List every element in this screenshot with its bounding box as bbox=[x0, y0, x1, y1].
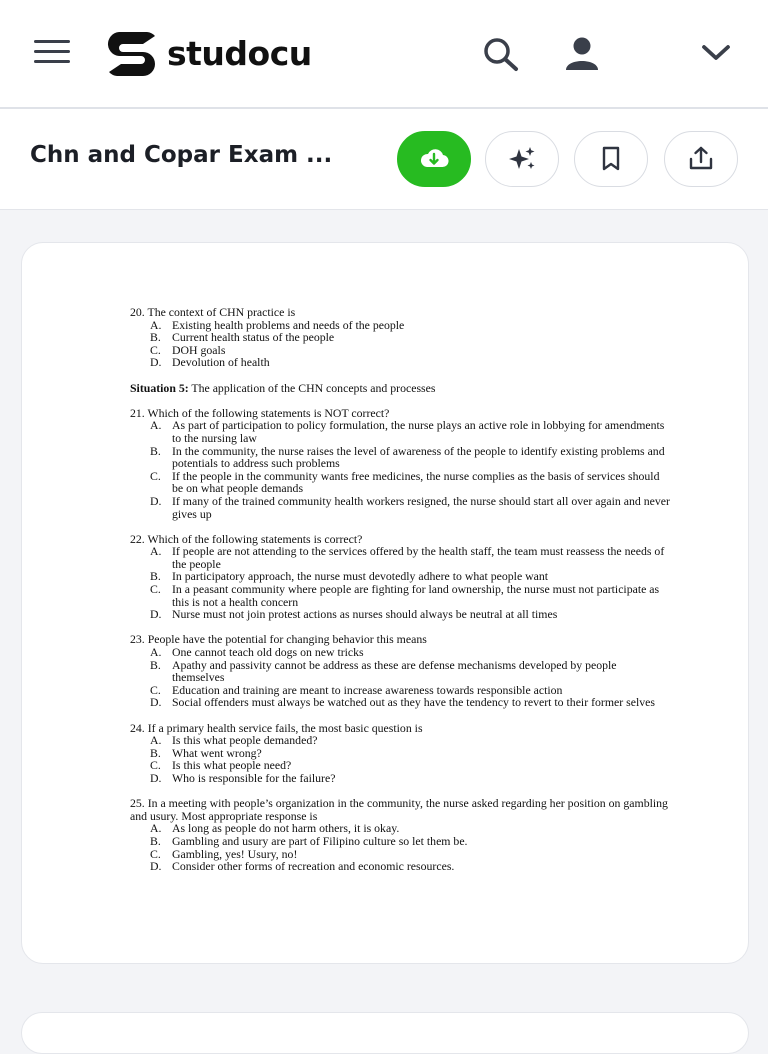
option-a: A. Existing health problems and needs of the people bbox=[150, 317, 405, 332]
option-a: A. Is this what people demanded? bbox=[150, 733, 318, 748]
option-b: B. Apathy and passivity cannot be address as these are defense mechanisms developed by people themselves bbox=[150, 657, 617, 685]
search-icon[interactable] bbox=[481, 36, 521, 72]
option-c: C. Gambling, yes! Usury, no! bbox=[150, 846, 298, 861]
question-24 bbox=[130, 722, 670, 785]
chevron-down-icon[interactable] bbox=[700, 42, 732, 64]
question-stem: 23. People have the potential for changing behavior this means bbox=[130, 632, 427, 647]
download-button[interactable] bbox=[397, 131, 471, 187]
question-stem: 24. If a primary health service fails, the most basic question is bbox=[130, 720, 423, 735]
option-b: B. In participatory approach, the nurse must devotedly adhere to what people want bbox=[150, 569, 549, 584]
option-a: A. As part of participation to policy formulation, the nurse plays an active role in lobbying for amendments to the nursing law bbox=[150, 418, 665, 445]
option-c: C. Is this what people need? bbox=[150, 758, 292, 773]
option-b: B. In the community, the nurse raises the level of awareness of the people to identify existing problems and potentials to address such problems bbox=[150, 443, 665, 471]
option-c: C. If the people in the community wants free medicines, the nurse complies as the basis of services should be on what people demands bbox=[150, 468, 660, 496]
brand-name: studocu bbox=[167, 33, 312, 73]
next-document-page bbox=[21, 1012, 749, 1054]
menu-icon[interactable] bbox=[34, 40, 70, 68]
option-d: D. Nurse must not join protest actions as nurses should always be neutral at all times bbox=[150, 607, 558, 622]
question-stem: 20. The context of CHN practice is bbox=[130, 305, 296, 319]
option-a: A. As long as people do not harm others, it is okay. bbox=[150, 821, 400, 836]
option-d: D. If many of the trained community health workers resigned, the nurse should start all over again and never gives up bbox=[150, 493, 670, 521]
question-25 bbox=[130, 797, 670, 873]
situation-label: Situation 5: bbox=[130, 380, 189, 395]
ai-assistant-button[interactable] bbox=[485, 131, 559, 187]
document-title: Chn and Copar Exam ... bbox=[30, 142, 333, 168]
option-a: A. If people are not attending to the services offered by the health staff, the team must reassess the needs of the people bbox=[150, 544, 665, 571]
option-b: B. What went wrong? bbox=[150, 745, 262, 760]
document-title-bar bbox=[0, 109, 768, 210]
question-stem: 22. Which of the following statements is correct? bbox=[130, 531, 363, 546]
share-icon bbox=[687, 145, 715, 173]
studocu-logo[interactable] bbox=[103, 30, 312, 76]
option-b: B. Current health status of the people bbox=[150, 330, 335, 345]
studocu-logo-mark-icon bbox=[103, 30, 161, 76]
question-22 bbox=[130, 533, 670, 621]
user-icon[interactable] bbox=[562, 36, 602, 72]
question-20 bbox=[130, 306, 670, 369]
share-button[interactable] bbox=[664, 131, 738, 187]
option-d: D. Consider other forms of recreation and economic resources. bbox=[150, 859, 455, 874]
option-d: D. Devolution of health bbox=[150, 355, 270, 370]
situation-5 bbox=[130, 382, 670, 395]
situation-text: The application of the CHN concepts and processes bbox=[188, 380, 436, 395]
question-stem: 21. Which of the following statements is NOT correct? bbox=[130, 405, 390, 420]
ai-sparkle-icon bbox=[507, 146, 537, 172]
document-content bbox=[130, 306, 670, 873]
option-d: D. Who is responsible for the failure? bbox=[150, 770, 336, 785]
option-d: D. Social offenders must always be watched out as they have the tendency to revert to their former selves bbox=[150, 695, 655, 710]
bookmark-button[interactable] bbox=[574, 131, 648, 187]
document-page bbox=[21, 242, 749, 964]
question-23 bbox=[130, 633, 670, 709]
question-stem: 25. In a meeting with people’s organization in the community, the nurse asked regarding her position on gambling and usury. Most appropriate response is bbox=[130, 796, 668, 823]
option-c: C. DOH goals bbox=[150, 342, 226, 357]
top-bar bbox=[0, 0, 768, 109]
option-c: C. In a peasant community where people are fighting for land ownership, the nurse must not participate as this is not a health concern bbox=[150, 582, 660, 609]
option-a: A. One cannot teach old dogs on new tricks bbox=[150, 645, 364, 660]
bookmark-icon bbox=[600, 146, 622, 172]
option-b: B. Gambling and usury are part of Filipino culture so let them be. bbox=[150, 833, 468, 848]
question-21 bbox=[130, 407, 670, 520]
option-c: C. Education and training are meant to increase awareness towards responsible action bbox=[150, 682, 563, 697]
download-icon bbox=[419, 147, 449, 171]
